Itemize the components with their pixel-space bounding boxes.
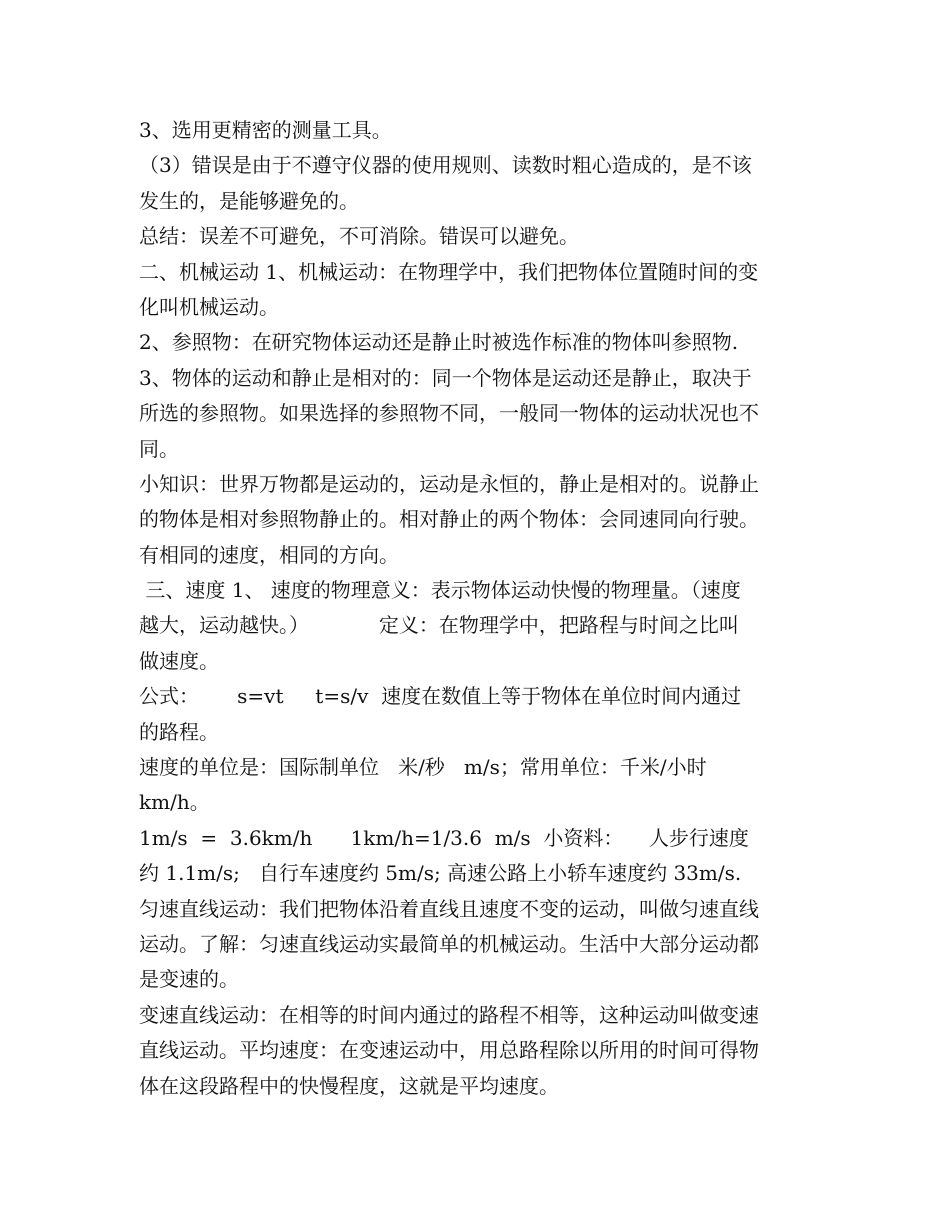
text-line: 是变速的。	[139, 967, 239, 992]
text-line: （3）错误是由于不遵守仪器的使用规则、读数时粗心造成的，是不该	[139, 153, 752, 178]
text-line: 的物体是相对参照物静止的。相对静止的两个物体：会同速同向行驶。	[139, 507, 759, 532]
text-line: 3、选用更精密的测量工具。	[139, 118, 392, 142]
text-line: 公式： s=vt t=s/v 速度在数值上等于物体在单位时间内通过	[139, 684, 742, 709]
text-line: 三、速度 1、 速度的物理意义：表示物体运动快慢的物理量。（速度	[139, 578, 741, 603]
text-line: 所选的参照物。如果选择的参照物不同，一般同一物体的运动状况也不	[139, 401, 759, 426]
text-line: 有相同的速度，相同的方向。	[139, 542, 399, 567]
text-line: 化叫机械运动。	[139, 294, 279, 319]
text-line: 小知识：世界万物都是运动的，运动是永恒的，静止是相对的。说静止	[139, 471, 759, 496]
text-line: km/h。	[139, 790, 210, 815]
text-line: 1m/s = 3.6km/h 1km/h=1/3.6 m/s 小资料： 人步行速度	[139, 825, 749, 850]
text-line: 直线运动。平均速度：在变速运动中，用总路程除以所用的时间可得物	[139, 1038, 759, 1063]
text-line: 变速直线运动：在相等的时间内通过的路程不相等，这种运动叫做变速	[139, 1002, 759, 1027]
text-line: 做速度。	[139, 648, 219, 673]
text-line: 二、机械运动 1、机械运动：在物理学中，我们把物体位置随时间的变	[139, 259, 759, 284]
text-line: 总结：误差不可避免，不可消除。错误可以避免。	[139, 224, 579, 249]
text-line: 发生的，是能够避免的。	[139, 188, 359, 213]
text-line: 越大，运动越快。） 定义：在物理学中，把路程与时间之比叫	[139, 613, 739, 638]
text-line: 速度的单位是：国际制单位 米/秒 m/s；常用单位：千米/小时	[139, 755, 707, 780]
text-line: 约 1.1m/s; 自行车速度约 5m/s; 高速公路上小轿车速度约 33m/s.	[139, 861, 742, 886]
text-line: 匀速直线运动：我们把物体沿着直线且速度不变的运动，叫做匀速直线	[139, 896, 759, 921]
text-line: 2、参照物：在研究物体运动还是静止时被选作标准的物体叫参照物.	[139, 330, 739, 355]
text-line: 同。	[139, 436, 179, 461]
text-line: 体在这段路程中的快慢程度，这就是平均速度。	[139, 1073, 559, 1098]
document-body	[139, 113, 814, 1104]
text-line: 运动。了解：匀速直线运动实最简单的机械运动。生活中大部分运动都	[139, 931, 759, 956]
text-line: 3、物体的运动和静止是相对的：同一个物体是运动还是静止，取决于	[139, 365, 752, 390]
text-line: 的路程。	[139, 719, 219, 744]
